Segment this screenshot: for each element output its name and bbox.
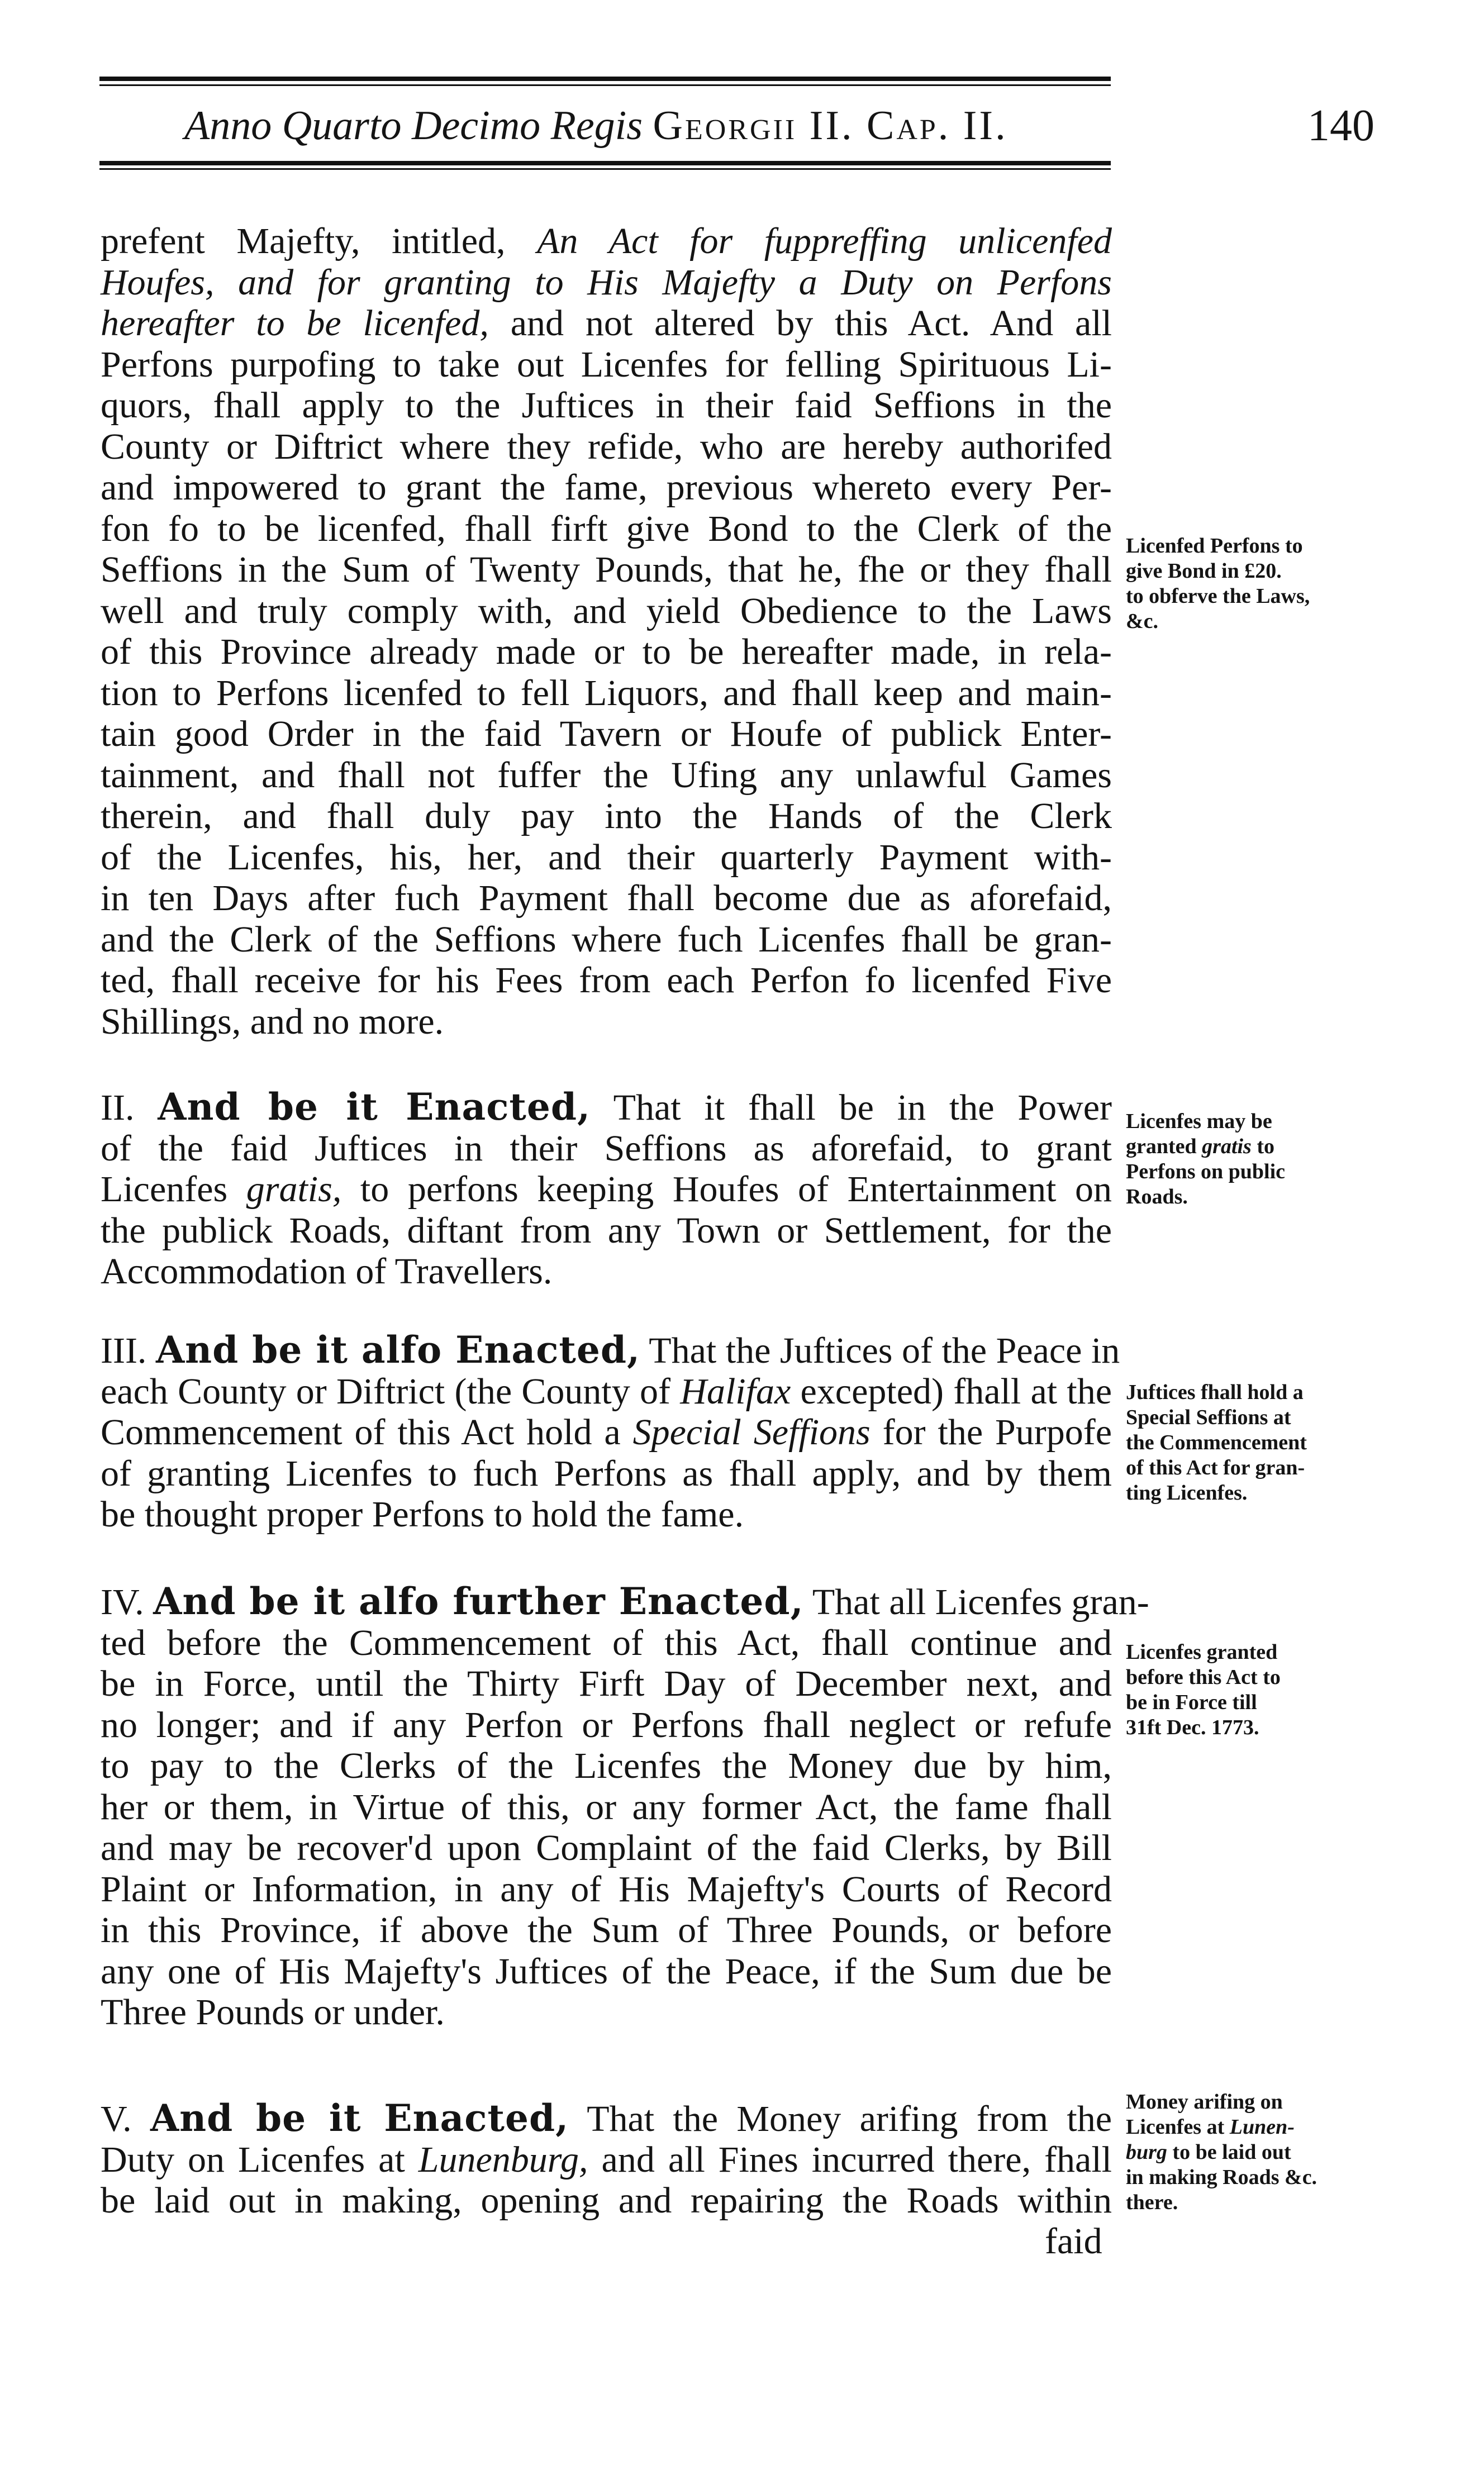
margin-note-bond: Licenfed Perfons to give Bond in £20. to obferve the Laws, &c. [1126,534,1310,633]
paragraph-continuation [101,221,1112,1042]
text-line: tain good Order in the faid Tavern or Houfe of publick Enter- [101,713,1112,754]
text-line: Licenfes gratis, to perfons keeping Houfes of Entertainment on [101,1169,1112,1210]
text-line: Three Pounds or under. [101,1992,445,2033]
text-line: ted before the Commencement of this Act, fhall continue and [101,1622,1112,1663]
text-line: to pay to the Clerks of the Licenfes the Money due by him, [101,1745,1112,1786]
text-line: V. And be it Enacted, That the Money arifing from the [101,2096,1112,2140]
margin-note-gratis: Licenfes may be granted gratis to Perfons on public Roads. [1126,1110,1286,1208]
running-head [184,95,1056,156]
text-line: tion to Perfons licenfed to fell Liquors, and fhall keep and main- [101,672,1112,713]
text-line: of the Licenfes, his, her, and their quarterly Payment with- [101,836,1112,878]
text-line: and impowered to grant the fame, previous whereto every Per- [101,467,1112,508]
enacting-clause: And be it Enacted, [150,2096,569,2140]
text-line: in ten Days after fuch Payment fhall become due as aforefaid, [101,878,1112,919]
enacting-clause: And be it Enacted, [158,1085,591,1129]
text-line: the publick Roads, diftant from any Town or Settlement, for the [101,1210,1112,1251]
text-line: in this Province, if above the Sum of Three Pounds, or before [101,1910,1112,1950]
text-line: well and truly comply with, and yield Obedience to the Laws [101,590,1112,631]
margin-note-licenses-in-force: Licenfes granted before this Act to be in Force till 31ft Dec. 1773. [1126,1640,1281,1739]
text-line: Seffions in the Sum of Twenty Pounds, that he, fhe or they fhall [101,549,1112,590]
text-line: be thought proper Perfons to hold the fame. [101,1494,744,1535]
text-line: of the faid Juftices in their Seffions as aforefaid, to grant [101,1127,1112,1169]
text-line: Shillings, and no more. [101,1001,444,1042]
text-line: her or them, in Virtue of this, or any former Act, the fame fhall [101,1786,1112,1828]
text-line: of granting Licenfes to fuch Perfons as fhall apply, and by them [101,1453,1112,1494]
section-number: III. [101,1330,147,1371]
header-underline-thick [99,161,1111,165]
text-line: ted, fhall receive for his Fees from each Perfon fo licenfed Five [101,960,1112,1001]
text-line: be in Force, until the Thirty Firft Day of December next, and [101,1663,1112,1704]
text-line: II. And be it Enacted, That it fhall be in the Power [101,1085,1112,1129]
text-line: tainment, and fhall not fuffer the Ufing any unlawful Games [101,754,1112,796]
section-iii [101,1328,1120,1535]
text-line: Perfons purpofing to take out Licenfes for felling Spirituous Li- [101,344,1112,385]
section-number: II. [101,1087,135,1128]
section-number: V. [101,2099,132,2139]
text-line: fon fo to be licenfed, fhall firft give Bond to the Clerk of the [101,508,1112,549]
header-underline-thin [99,168,1111,170]
running-head-italic: Anno Quarto Decimo Regis [184,103,643,149]
text-line: hereafter to be licenfed, and not altered by this Act. And all [101,303,1112,344]
text-line: no longer; and if any Perfon or Perfons fhall neglect or refufe [101,1704,1112,1745]
section-ii [101,1087,1112,1292]
section-number: IV. [101,1582,144,1622]
text-line: and may be recover'd upon Complaint of the faid Clerks, by Bill [101,1828,1112,1868]
text-line: prefent Majefty, intitled, An Act for fuppreffing unlicenfed [101,221,1112,261]
text-line: Plaint or Information, in any of His Majefty's Courts of Record [101,1868,1112,1910]
text-line: III. And be it alfo Enacted, That the Juftices of the Peace in [101,1328,1120,1372]
catchword: faid [1045,2221,1102,2262]
text-line: any one of His Majefty's Juftices of the Peace, if the Sum due be [101,1950,1112,1992]
text-line: Commencement of this Act hold a Special Seffions for the Purpofe [101,1412,1112,1453]
section-v [101,2098,1112,2221]
margin-note-lunenburg: Money arifing on Licenfes at Lunen- burg to be laid out in making Roads &c. there. [1126,2090,1317,2214]
text-line: Accommodation of Travellers. [101,1251,553,1292]
text-line: IV. And be it alfo further Enacted, That all Licenfes gran- [101,1579,1149,1623]
text-line: County or Diftrict where they refide, who are hereby authorifed [101,426,1112,467]
text-line: and the Clerk of the Seffions where fuch Licenfes fhall be gran- [101,919,1112,960]
text-line: quors, fhall apply to the Juftices in their faid Seffions in the [101,385,1112,426]
header-rule-thick [99,77,1111,81]
page-number: 140 [1307,101,1374,150]
section-iv [101,1579,1149,2033]
margin-note-special-sessions: Juftices fhall hold a Special Seffions at the Commencement of this Act for gran- ting Licenfes. [1126,1381,1307,1505]
text-line: be laid out in making, opening and repairing the Roads within [101,2180,1112,2221]
enacting-clause: And be it alfo further Enacted, [153,1579,804,1623]
text-line: therein, and fhall duly pay into the Hands of the Clerk [101,796,1112,836]
text-line: of this Province already made or to be hereafter made, in rela- [101,631,1112,672]
running-head-caps: Georgii II. Cap. II. [653,103,1008,149]
header-rule-thin [99,84,1111,86]
enacting-clause: And be it alfo Enacted, [155,1328,640,1372]
text-line: Duty on Licenfes at Lunenburg, and all Fines incurred there, fhall [101,2139,1112,2180]
text-line: each County or Diftrict (the County of Halifax excepted) fhall at the [101,1371,1112,1412]
text-line: Houfes, and for granting to His Majefty a Duty on Perfons [101,261,1112,303]
